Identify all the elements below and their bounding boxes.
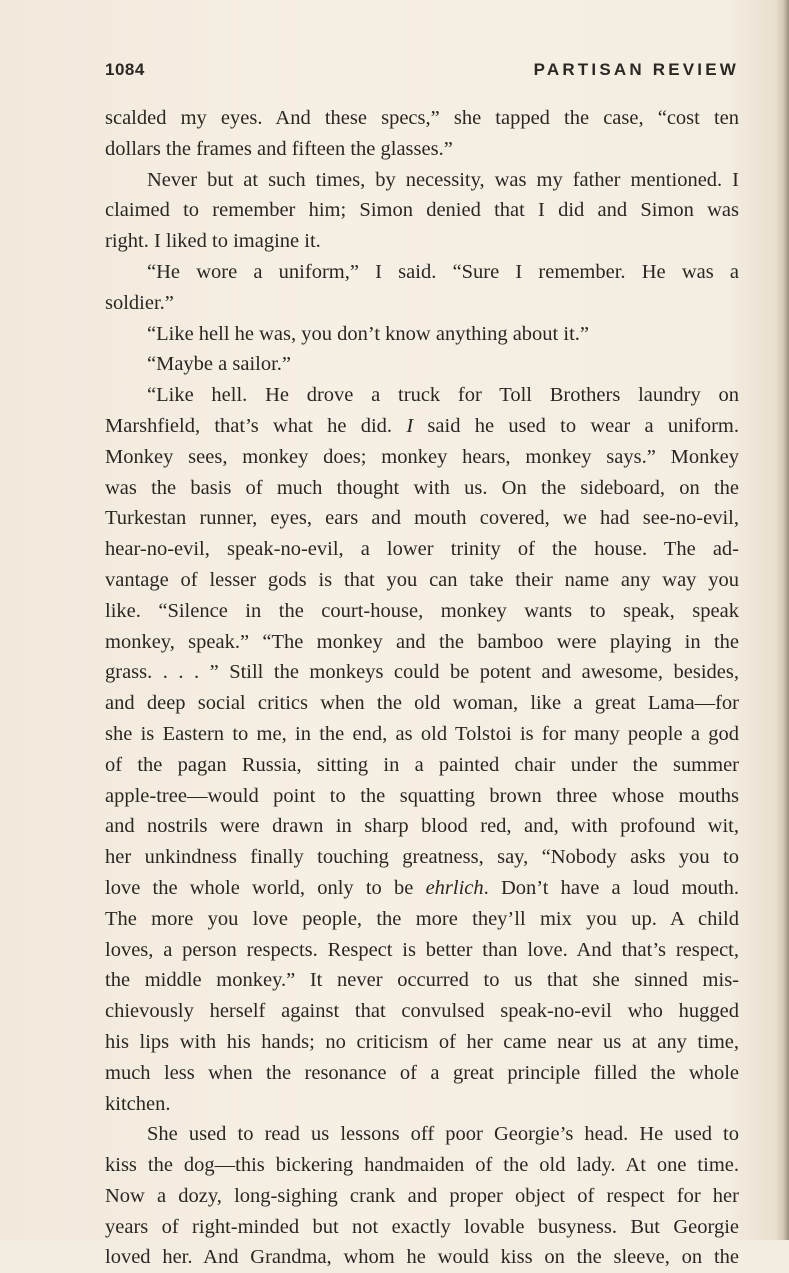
text-run: “He wore a uniform,” I said. “Sure I remember. He was a bbox=[147, 260, 739, 283]
text-line bbox=[105, 380, 739, 411]
text-line bbox=[105, 996, 739, 1027]
italic-text-run: ehrlich bbox=[425, 876, 484, 899]
text-run: years of right-minded but not exactly lovable busyness. But Georgie bbox=[105, 1215, 739, 1238]
text-line bbox=[105, 134, 739, 165]
body-text bbox=[105, 103, 739, 1273]
text-line bbox=[105, 503, 739, 534]
text-line bbox=[105, 1242, 739, 1273]
text-run: kiss the dog—this bickering handmaiden of the old lady. At one time. bbox=[105, 1154, 739, 1177]
text-line bbox=[105, 1119, 739, 1150]
text-line bbox=[105, 257, 739, 288]
text-run: Marshfield, that’s what he did. bbox=[105, 414, 407, 437]
text-run: loved her. And Grandma, whom he would kiss on the sleeve, on the bbox=[105, 1246, 739, 1269]
text-line bbox=[105, 349, 739, 380]
text-run: Monkey sees, monkey does; monkey hears, monkey says.” Monkey bbox=[105, 445, 739, 468]
text-run: her unkindness finally touching greatness, say, “Nobody asks you to bbox=[105, 846, 739, 869]
text-run: much less when the resonance of a great principle filled the whole bbox=[105, 1061, 739, 1084]
text-run: soldier.” bbox=[105, 291, 174, 314]
text-run: apple-tree—would point to the squatting brown three whose mouths bbox=[105, 784, 739, 807]
text-run: scalded my eyes. And these specs,” she tapped the case, “cost ten bbox=[105, 107, 739, 129]
text-run: right. I liked to imagine it. bbox=[105, 230, 321, 253]
text-run: kitchen. bbox=[105, 1092, 171, 1115]
text-run: and nostrils were drawn in sharp blood red, and, with profound wit, bbox=[105, 815, 739, 838]
text-run: of the pagan Russia, sitting in a painted chair under the summer bbox=[105, 753, 739, 776]
text-line bbox=[105, 842, 739, 873]
text-run: like. “Silence in the court-house, monkey wants to speak, speak bbox=[105, 599, 739, 622]
text-line bbox=[105, 473, 739, 504]
text-run: The more you love people, the more they’ll mix you up. A child bbox=[105, 907, 739, 930]
text-line bbox=[105, 781, 739, 812]
text-run: chievously herself against that convulsed speak-no-evil who hugged bbox=[105, 1000, 739, 1023]
text-run: . Don’t have a loud mouth. bbox=[483, 876, 739, 899]
text-line bbox=[105, 657, 739, 688]
page-edge-shadow bbox=[775, 0, 789, 1240]
text-line bbox=[105, 1150, 739, 1181]
text-line bbox=[105, 103, 739, 134]
text-run: Never but at such times, by necessity, was my father mentioned. I bbox=[147, 168, 739, 191]
text-line bbox=[105, 195, 739, 226]
text-run: “Maybe a sailor.” bbox=[147, 353, 292, 376]
text-run: monkey, speak.” “The monkey and the bamboo were playing in the bbox=[105, 630, 739, 653]
text-run: his lips with his hands; no criticism of her came near us at any time, bbox=[105, 1030, 739, 1053]
text-run: was the basis of much thought with us. On the sideboard, on the bbox=[105, 476, 739, 499]
text-line bbox=[105, 811, 739, 842]
text-run: love the whole world, only to be bbox=[105, 876, 426, 899]
text-line bbox=[105, 1212, 739, 1243]
text-line bbox=[105, 965, 739, 996]
text-line bbox=[105, 596, 739, 627]
text-run: Now a dozy, long-sighing crank and proper object of respect for her bbox=[105, 1184, 739, 1207]
text-line bbox=[105, 565, 739, 596]
text-line bbox=[105, 750, 739, 781]
text-run: grass. . . . ” Still the monkeys could be potent and awesome, besides, bbox=[105, 661, 739, 684]
text-line bbox=[105, 1027, 739, 1058]
text-line bbox=[105, 719, 739, 750]
text-run: hear-no-evil, speak-no-evil, a lower trinity of the house. The ad- bbox=[105, 538, 739, 561]
text-run: Turkestan runner, eyes, ears and mouth covered, we had see-no-evil, bbox=[105, 507, 739, 530]
running-header bbox=[105, 60, 739, 88]
text-line bbox=[105, 904, 739, 935]
text-run: She used to read us lessons off poor Georgie’s head. He used to bbox=[147, 1123, 739, 1146]
text-line bbox=[105, 1058, 739, 1089]
journal-title: PARTISAN REVIEW bbox=[533, 60, 739, 79]
text-run: vantage of lesser gods is that you can take their name any way you bbox=[105, 568, 739, 591]
text-run: claimed to remember him; Simon denied that I did and Simon was bbox=[105, 199, 739, 222]
italic-text-run: I bbox=[406, 414, 414, 437]
text-line bbox=[105, 165, 739, 196]
text-line bbox=[105, 288, 739, 319]
text-line bbox=[105, 442, 739, 473]
text-line bbox=[105, 411, 739, 442]
text-line bbox=[105, 226, 739, 257]
text-run: “Like hell he was, you don’t know anything about it.” bbox=[147, 322, 589, 345]
text-run: dollars the frames and fifteen the glasses.” bbox=[105, 137, 453, 160]
text-run: loves, a person respects. Respect is better than love. And that’s respect, bbox=[105, 938, 739, 961]
text-run: the middle monkey.” It never occurred to us that she sinned mis- bbox=[105, 969, 739, 992]
text-line bbox=[105, 873, 739, 904]
page-number: 1084 bbox=[105, 60, 145, 79]
text-line bbox=[105, 935, 739, 966]
text-run: and deep social critics when the old woman, like a great Lama—for bbox=[105, 692, 739, 715]
text-line bbox=[105, 1089, 739, 1120]
text-line bbox=[105, 1181, 739, 1212]
text-line bbox=[105, 688, 739, 719]
text-run: “Like hell. He drove a truck for Toll Brothers laundry on bbox=[147, 384, 739, 407]
text-line bbox=[105, 319, 739, 350]
text-line bbox=[105, 627, 739, 658]
text-line bbox=[105, 534, 739, 565]
text-run: said he used to wear a uniform. bbox=[413, 414, 739, 437]
text-run: she is Eastern to me, in the end, as old Tolstoi is for many people a god bbox=[105, 722, 739, 745]
